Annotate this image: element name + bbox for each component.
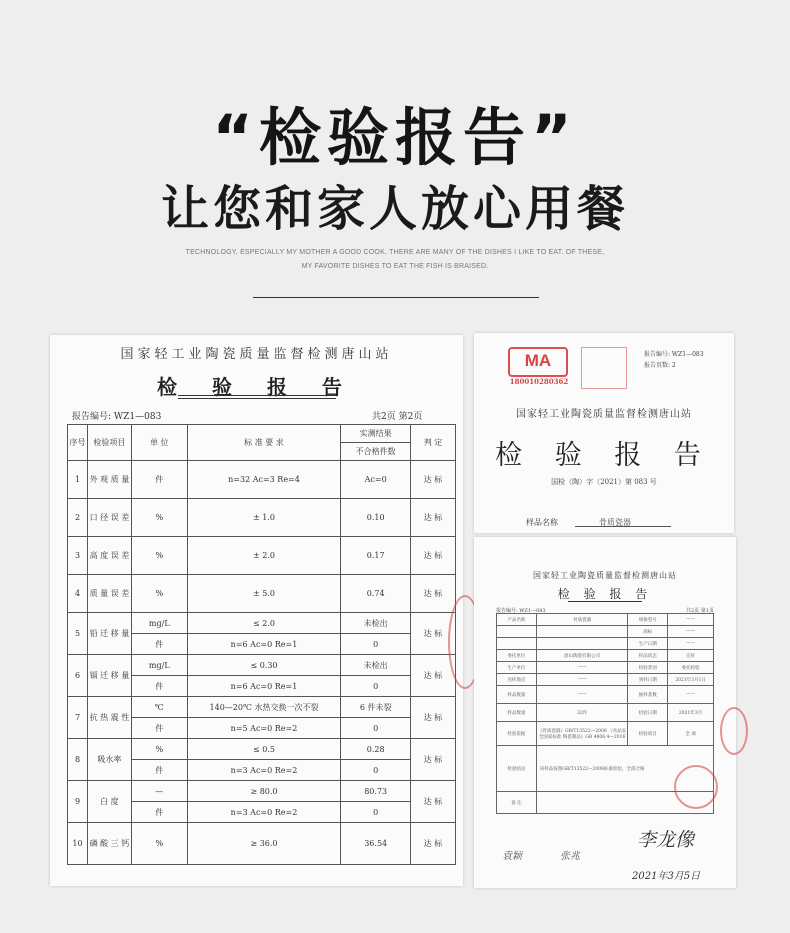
row-no: 8 — [68, 739, 88, 781]
row-verdict: 达 标 — [411, 697, 456, 739]
header-unqualified: 不合格件数 — [341, 443, 411, 461]
summary-cell: 抽样基数 — [628, 686, 668, 704]
row-no: 1 — [68, 461, 88, 499]
red-stamp — [581, 347, 627, 389]
summary-cell: 《骨质瓷器》GB/T13522—2008 《食品安全国家标准 陶瓷制品》GB 4806.4—2016 — [536, 722, 628, 746]
summary-cell: 样品数量 — [497, 686, 537, 704]
header-standard: 标 准 要 求 — [187, 425, 341, 461]
summary-row — [497, 650, 714, 662]
summary-row — [497, 704, 714, 722]
row-item: 白 度 — [87, 781, 131, 823]
row-result: 未检出 — [341, 613, 411, 634]
report-meta — [644, 349, 704, 371]
table-row — [68, 575, 456, 613]
summary-cell: —— — [668, 638, 714, 650]
row-verdict: 达 标 — [411, 655, 456, 697]
report-number: 报告编号: WZ1—083 — [72, 412, 162, 422]
header-result: 实测结果 — [341, 425, 411, 443]
row-unit: 件 — [131, 802, 187, 823]
row-result: 0 — [341, 760, 411, 781]
table-header-row — [68, 425, 456, 443]
summary-cell: 检验日期 — [628, 704, 668, 722]
row-standard: n=3 Ac=0 Re=2 — [187, 802, 341, 823]
row-result: 0 — [341, 676, 411, 697]
row-standard: 140—20℃ 水热交换一次不裂 — [187, 697, 341, 718]
summary-row — [497, 674, 714, 686]
row-item: 口 径 误 差 — [87, 499, 131, 537]
summary-title: 检 验 报 告 — [557, 587, 653, 601]
summary-cell: 检验项目 — [628, 722, 668, 746]
summary-cell: 商标 — [628, 626, 668, 638]
row-no: 2 — [68, 499, 88, 537]
summary-cell: 生产日期 — [628, 638, 668, 650]
table-row — [68, 697, 456, 718]
summary-cell: 委托单位 — [497, 650, 537, 662]
row-unit: % — [131, 739, 187, 760]
signer-b: 张兆 — [560, 851, 580, 862]
summary-report-number: 报告编号: WZ1—083 — [496, 608, 546, 614]
row-verdict: 达 标 — [411, 823, 456, 865]
summary-cell: 检验结论 — [497, 746, 537, 792]
summary-page-info: 共2页 第1页 — [686, 608, 714, 614]
summary-title-underline — [568, 601, 642, 602]
summary-cell: —— — [536, 686, 628, 704]
row-verdict: 达 标 — [411, 781, 456, 823]
table-row — [68, 499, 456, 537]
handwritten-date: 2021年3月5日 — [632, 871, 701, 882]
row-result: 0.17 — [341, 537, 411, 575]
cover-org: 国家轻工业陶瓷质量监督检测唐山站 — [516, 409, 692, 420]
summary-cell — [536, 626, 628, 638]
report-meta-number: 报告编号: WZ1—083 — [644, 351, 704, 358]
row-verdict: 达 标 — [411, 461, 456, 499]
results-table — [67, 424, 456, 865]
header-verdict: 判 定 — [411, 425, 456, 461]
report-org: 国家轻工业陶瓷质量监督检测唐山站 — [120, 347, 393, 362]
summary-cell: 2021年3月 — [668, 704, 714, 722]
summary-cell: 完好 — [668, 650, 714, 662]
row-result: 6 件未裂 — [341, 697, 411, 718]
row-verdict: 达 标 — [411, 739, 456, 781]
summary-row — [497, 686, 714, 704]
report-meta-pages: 报告页数: 2 — [644, 362, 676, 369]
row-unit: 件 — [131, 634, 187, 655]
header-unit: 单 位 — [131, 425, 187, 461]
row-no: 3 — [68, 537, 88, 575]
summary-cell: 唐山陶瓷有限公司 — [536, 650, 628, 662]
summary-cell: —— — [668, 626, 714, 638]
row-item: 抗 热 震 性 — [87, 697, 131, 739]
row-standard: n=32 Ac=3 Re=4 — [187, 461, 341, 499]
row-verdict: 达 标 — [411, 613, 456, 655]
row-result: 0.28 — [341, 739, 411, 760]
summary-cell: 2021年3月1日 — [668, 674, 714, 686]
summary-cell: 骨质瓷器 — [536, 614, 628, 626]
row-standard: ± 1.0 — [187, 499, 341, 537]
summary-cell: 到样日期 — [628, 674, 668, 686]
cover-doc-number: 国检（陶）字（2021）第 083 号 — [551, 478, 657, 486]
summary-org: 国家轻工业陶瓷质量监督检测唐山站 — [533, 571, 677, 580]
cover-report-document — [474, 333, 734, 533]
row-item: 外 观 质 量 — [87, 461, 131, 499]
summary-cell: 送样地点 — [497, 674, 537, 686]
summary-cell — [536, 638, 628, 650]
summary-cell — [497, 626, 537, 638]
summary-row — [497, 638, 714, 650]
row-no: 9 — [68, 781, 88, 823]
summary-row — [497, 722, 714, 746]
row-result: 0.74 — [341, 575, 411, 613]
row-unit: % — [131, 575, 187, 613]
summary-cell — [497, 638, 537, 650]
row-item: 镉 迁 移 量 — [87, 655, 131, 697]
row-unit: % — [131, 499, 187, 537]
summary-row — [497, 614, 714, 626]
row-standard: n=5 Ac=0 Re=2 — [187, 718, 341, 739]
ma-number: 180010280362 — [509, 377, 569, 386]
table-row — [68, 537, 456, 575]
summary-cell: 规格型号 — [628, 614, 668, 626]
summary-cell: —— — [668, 686, 714, 704]
row-no: 6 — [68, 655, 88, 697]
report-title: 检 验 报 告 — [157, 375, 356, 399]
row-no: 5 — [68, 613, 88, 655]
row-no: 10 — [68, 823, 88, 865]
summary-cell: 全 项 — [668, 722, 714, 746]
row-standard: ≤ 0.5 — [187, 739, 341, 760]
english-tagline-line2: MY FAVORITE DISHES TO EAT THE FISH IS BRAISED. — [301, 263, 489, 270]
summary-cell: —— — [536, 674, 628, 686]
official-seal — [674, 765, 718, 809]
summary-cell: 样品状态 — [628, 650, 668, 662]
seal-stamp-edge — [720, 707, 748, 755]
signer-a: 袁颖 — [502, 851, 522, 862]
row-standard: ≥ 36.0 — [187, 823, 341, 865]
divider — [253, 297, 539, 298]
table-row — [68, 613, 456, 634]
sample-value: 骨质瓷器 — [599, 518, 631, 527]
row-item: 磷 酸 三 钙 — [87, 823, 131, 865]
row-standard: n=6 Ac=0 Re=1 — [187, 634, 341, 655]
cover-title: 检 验 报 告 — [495, 440, 713, 471]
summary-cell: —— — [536, 662, 628, 674]
summary-cell: 检验依据 — [497, 722, 537, 746]
row-result: 未检出 — [341, 655, 411, 676]
row-unit: mg/L — [131, 655, 187, 676]
table-row — [68, 655, 456, 676]
title-underline — [178, 395, 336, 399]
row-standard: ≤ 2.0 — [187, 613, 341, 634]
summary-cell: 备 注 — [497, 792, 537, 814]
summary-cell: 检验类别 — [628, 662, 668, 674]
row-unit: 件 — [131, 461, 187, 499]
table-row — [68, 739, 456, 760]
row-verdict: 达 标 — [411, 575, 456, 613]
summary-cell: —— — [668, 614, 714, 626]
row-result: 36.54 — [341, 823, 411, 865]
row-item: 高 度 误 差 — [87, 537, 131, 575]
row-standard: ≤ 0.30 — [187, 655, 341, 676]
row-verdict: 达 标 — [411, 537, 456, 575]
english-tagline — [160, 246, 630, 274]
page-title: “检验报告” — [212, 101, 578, 174]
row-unit: mg/L — [131, 613, 187, 634]
page-info: 共2页 第2页 — [372, 412, 423, 422]
row-result: 0 — [341, 634, 411, 655]
row-result: 0 — [341, 802, 411, 823]
row-standard: n=3 Ac=0 Re=2 — [187, 760, 341, 781]
summary-cell: 样品数量 — [497, 704, 537, 722]
row-item: 质 量 误 差 — [87, 575, 131, 613]
table-row — [68, 781, 456, 802]
row-unit: % — [131, 823, 187, 865]
header-seq: 序号 — [68, 425, 88, 461]
summary-cell: 产品名称 — [497, 614, 537, 626]
table-row — [68, 461, 456, 499]
row-unit: 件 — [131, 676, 187, 697]
ma-logo: MA — [508, 347, 568, 377]
summary-report-document — [474, 537, 736, 888]
row-item: 吸水率 — [87, 739, 131, 781]
summary-row — [497, 662, 714, 674]
row-standard: ± 5.0 — [187, 575, 341, 613]
row-standard: n=6 Ac=0 Re=1 — [187, 676, 341, 697]
row-result: 0.10 — [341, 499, 411, 537]
table-row — [68, 823, 456, 865]
summary-cell: 委托检验 — [668, 662, 714, 674]
sample-label: 样品名称 — [526, 518, 558, 527]
main-report-document — [50, 335, 463, 886]
row-item: 铅 迁 移 量 — [87, 613, 131, 655]
row-no: 7 — [68, 697, 88, 739]
summary-row — [497, 626, 714, 638]
row-standard: ± 2.0 — [187, 537, 341, 575]
row-unit: ℃ — [131, 697, 187, 718]
page-subtitle: 让您和家人放心用餐 — [160, 181, 629, 237]
handwritten-signature: 李龙像 — [637, 829, 695, 851]
row-result: Ac=0 — [341, 461, 411, 499]
header-item: 检验项目 — [87, 425, 131, 461]
summary-cell: 该样品按照GB/T13522—2008标准检验，全部合格 — [536, 746, 713, 792]
row-result: 80.73 — [341, 781, 411, 802]
english-tagline-line1: TECHNOLOGY, ESPECIALLY MY MOTHER A GOOD COOK, THERE ARE MANY OF THE DISHES I LIKE TO EAT. OF THESE, — [185, 249, 605, 256]
summary-cell: 32件 — [536, 704, 628, 722]
row-unit: — — [131, 781, 187, 802]
summary-cell: 生产单位 — [497, 662, 537, 674]
row-verdict: 达 标 — [411, 499, 456, 537]
row-unit: 件 — [131, 760, 187, 781]
row-no: 4 — [68, 575, 88, 613]
row-unit: % — [131, 537, 187, 575]
row-result: 0 — [341, 718, 411, 739]
row-unit: 件 — [131, 718, 187, 739]
row-standard: ≥ 80.0 — [187, 781, 341, 802]
